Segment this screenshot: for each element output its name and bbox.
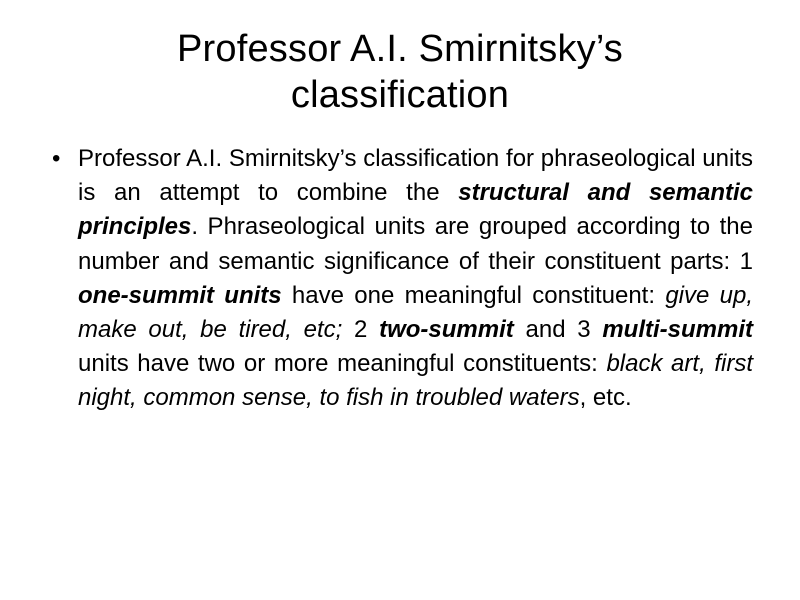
text-one-summit-examples: give up, make out, be tired, etc; [78,281,753,344]
text-two-summit: two-summit [379,316,514,344]
text-intro: Professor A.I. Smirnitsky’s classification for phraseological units is an attempt to combine the [78,145,753,207]
text-and-3: and 3 [513,316,603,344]
text-two-or-more: units have two or more meaningful constituents: [78,350,607,378]
text-etc: , etc. [579,384,632,412]
text-structural-semantic-principles: structural and semantic principles [78,179,754,241]
text-multi-summit-examples: black art, first night, common sense, to fish in troubled waters [78,350,753,412]
bullet-item [48,142,753,416]
text-one-constituent: have one meaningful constituent: [281,281,666,309]
slide-title-line-2: classification [290,74,510,116]
text-number-2: 2 [342,316,380,344]
text-multi-summit: multi-summit [602,316,753,344]
text-one-summit-units: one-summit units [78,281,282,309]
slide-title-line-1: Professor A.I. Smirnitsky’s [176,28,624,70]
text-grouping: . Phraseological units are grouped according to the number and semantic significance of their constituent parts: 1 [78,213,753,275]
slide-title [60,26,740,118]
bullet-list [48,142,753,416]
bullet-icon: • [52,145,61,172]
